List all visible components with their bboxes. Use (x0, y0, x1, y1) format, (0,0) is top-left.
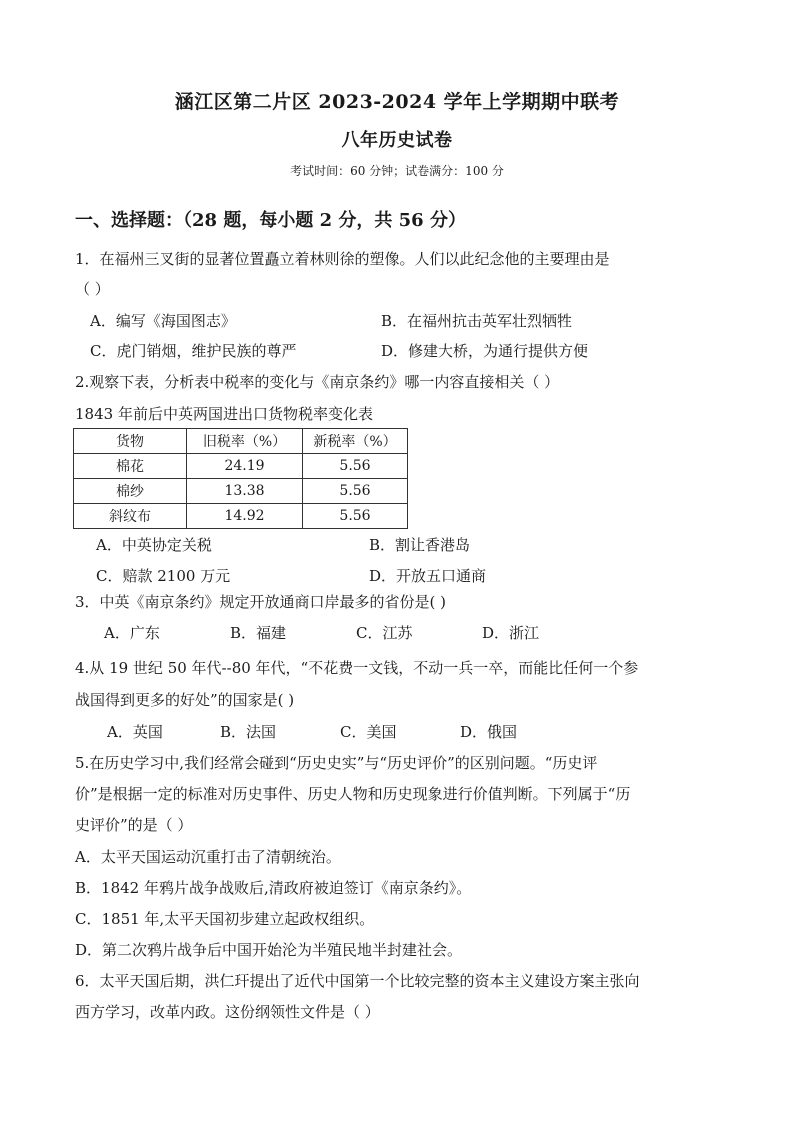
q3-option-c: C．江苏 (356, 624, 413, 642)
q3-option-d: D．浙江 (482, 624, 540, 642)
q2-option-d: D．开放五口通商 (369, 567, 487, 585)
table-cell: 13.38 (187, 479, 303, 504)
q6-stem-line1: 6．太平天国后期，洪仁玕提出了近代中国第一个比较完整的资本主义建设方案主张向 (75, 972, 640, 990)
exam-title: 涵江区第二片区 2023-2024 学年上学期期中联考 (174, 91, 620, 113)
table-cell: 5.56 (303, 454, 408, 479)
q5-stem-line1: 5.在历史学习中,我们经常会碰到“历史史实”与“历史评价”的区别问题。“历史评 (75, 754, 598, 772)
q5-option-a: A．太平天国运动沉重打击了清朝统治。 (75, 848, 341, 866)
q2-option-b: B．割让香港岛 (369, 536, 471, 554)
table-cell: 14.92 (187, 504, 303, 529)
table-header-cell: 新税率（%） (303, 429, 408, 454)
q3-stem: 3．中英《南京条约》规定开放通商口岸最多的省份是( ) (75, 593, 447, 611)
table-cell: 24.19 (187, 454, 303, 479)
q4-option-a: A．英国 (107, 723, 163, 741)
q2-option-a: A．中英协定关税 (96, 536, 212, 554)
q4-stem-line2: 战国得到更多的好处”的国家是( ) (75, 691, 295, 709)
table-cell: 5.56 (303, 504, 408, 529)
q1-stem-line2: （ ） (75, 280, 110, 298)
q1-option-b: B．在福州抗击英军壮烈牺牲 (381, 312, 573, 330)
q5-option-b: B．1842 年鸦片战争战败后,清政府被迫签订《南京条约》。 (75, 879, 472, 897)
q3-option-b: B．福建 (230, 624, 287, 642)
q5-stem-line2: 价”是根据一定的标准对历史事件、历史人物和历史现象进行价值判断。下列属于“历 (75, 785, 631, 803)
q1-option-c: C．虎门销烟，维护民族的尊严 (90, 342, 297, 360)
q1-option-a: A．编写《海国图志》 (90, 312, 236, 330)
table-row (74, 454, 408, 479)
table-header-cell: 货物 (74, 429, 187, 454)
q5-option-d: D．第二次鸦片战争后中国开始沦为半殖民地半封建社会。 (75, 941, 463, 959)
q5-option-c: C．1851 年,太平天国初步建立起政权组织。 (75, 910, 375, 928)
table-row (74, 479, 408, 504)
table-cell: 5.56 (303, 479, 408, 504)
q6-stem-line2: 西方学习，改革内政。这份纲领性文件是（ ） (75, 1003, 380, 1021)
table-cell: 棉纱 (74, 479, 187, 504)
q2-stem: 2.观察下表，分析表中税率的变化与《南京条约》哪一内容直接相关（ ） (75, 373, 560, 391)
tax-rate-table (73, 428, 408, 529)
q4-option-b: B．法国 (220, 723, 277, 741)
table-cell: 斜纹布 (74, 504, 187, 529)
table-header-row (74, 429, 408, 454)
q4-option-c: C．美国 (340, 723, 397, 741)
section-heading: 一、选择题：（28 题，每小题 2 分，共 56 分） (75, 210, 466, 231)
table-cell: 棉花 (74, 454, 187, 479)
q1-option-d: D．修建大桥，为通行提供方便 (381, 342, 589, 360)
q4-stem-line1: 4.从 19 世纪 50 年代--80 年代，“不花费一文钱，不动一兵一卒，而能比任何一个参 (75, 659, 639, 677)
q4-option-d: D．俄国 (460, 723, 518, 741)
q5-stem-line3: 史评价”的是（ ） (75, 816, 193, 834)
table-header-cell: 旧税率（%） (187, 429, 303, 454)
exam-info: 考试时间：60 分钟；试卷满分：100 分 (290, 164, 504, 178)
q3-option-a: A．广东 (104, 624, 160, 642)
exam-subtitle: 八年历史试卷 (341, 130, 453, 151)
q2-table-caption: 1843 年前后中英两国进出口货物税率变化表 (75, 405, 373, 423)
q2-option-c: C．赔款 2100 万元 (96, 567, 231, 585)
table-row (74, 504, 408, 529)
q1-stem-line1: 1．在福州三叉街的显著位置矗立着林则徐的塑像。人们以此纪念他的主要理由是 (75, 250, 610, 268)
